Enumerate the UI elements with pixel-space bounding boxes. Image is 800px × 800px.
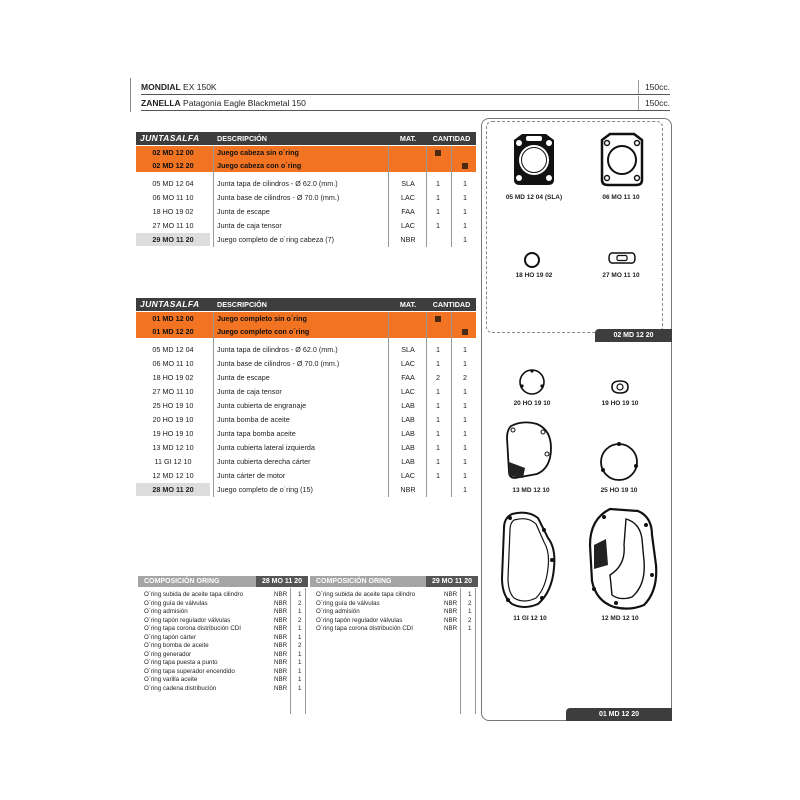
oring-material: NBR [274,616,288,624]
oring-qty: 1 [298,650,302,658]
part-description: Juego completo de o´ring cabeza (7) [217,235,335,244]
qty-without-oring: 1 [436,457,440,466]
qty-without-oring: 2 [436,373,440,382]
kit-description: Juego cabeza sin o´ring [217,148,299,157]
part-code: 11 GI 12 10 [154,457,192,466]
table-row [136,371,476,384]
part-code: 29 MO 11 20 [136,233,210,246]
qty-without-oring: 1 [436,401,440,410]
oring-name: O´ring tapa corona distribución CDI [316,625,413,632]
qty-with-oring: 1 [463,443,467,452]
table-row [136,219,476,232]
table-row [136,399,476,412]
oil-pump-gasket-icon [516,366,548,398]
qty-with-oring: 1 [463,179,467,188]
table-row [136,191,476,204]
oring-material: NBR [274,676,288,683]
part-code: 05 MD 12 04 [152,179,194,188]
left-side-cover-gasket-icon [503,418,555,484]
part-material: LAB [401,415,415,424]
qty-without-oring: 1 [436,387,440,396]
kit-code: 02 MD 12 00 [152,148,194,157]
part-code: 13 MD 12 10 [152,443,194,452]
kit-row [136,312,476,325]
oring-name: O´ring tapa corona distribución CDI [144,625,241,632]
part-material: SLA [401,345,415,354]
qty-with-oring: 1 [463,345,467,354]
part-description: Junta de escape [217,207,270,216]
part-code: 28 MO 11 20 [136,483,210,496]
oring-name: O´ring admisión [144,608,188,615]
material-column-header: MAT. [399,300,417,309]
crankcase-gasket-icon [586,505,662,613]
table-row [136,427,476,440]
column-divider [388,146,389,247]
header-rule [130,78,131,112]
gasket-label: 05 MD 12 04 (SLA) [505,194,563,201]
brand-column-header: JUNTASALFA [140,133,200,143]
kit-marker [456,325,474,338]
qty-without-oring: 1 [436,193,440,202]
oring-name: O´ring generador [144,650,192,658]
part-code: 27 MO 11 10 [152,387,194,396]
part-material: LAB [401,401,415,410]
composition-divider [290,588,291,714]
oring-material: NBR [274,642,288,649]
oring-qty: 2 [298,599,302,607]
oring-name: O´ring guía de válvulas [316,599,380,607]
kit-code: 02 MD 12 20 [152,161,194,170]
kit-code: 01 MD 12 00 [152,314,194,323]
brand-name: MONDIAL [141,82,181,92]
oring-material: NBR [444,591,458,598]
part-material: NBR [400,235,416,244]
part-material: LAB [401,443,415,452]
full-kit-code-tag: 01 MD 12 20 [566,708,672,721]
table-row [136,385,476,398]
oring-composition-28 [138,576,308,716]
column-divider [213,146,214,247]
oring-material: NBR [274,684,288,692]
column-divider [451,146,452,247]
kit-row [136,325,476,338]
cylinder-head-gasket-icon [508,130,560,188]
part-material: LAC [401,221,415,230]
oring-qty: 1 [298,684,302,692]
qty-with-oring: 1 [463,387,467,396]
qty-with-oring: 1 [463,207,467,216]
gasket-label: 11 GI 12 10 [513,615,547,622]
oring-material: NBR [274,659,288,666]
tensioner-gasket-icon [606,248,638,268]
table-row [136,357,476,370]
displacement: 150cc. [638,80,670,94]
part-description: Junta tapa de cilindros - Ø 62.0 (mm.) [217,179,338,188]
oring-composition-29 [310,576,478,716]
oring-name: O´ring varilla aceite [144,676,198,683]
oring-name: O´ring subida de aceite tapa cilindro [144,591,244,598]
kit-description: Juego completo con o´ring [217,327,310,336]
qty-without-oring [429,233,447,246]
kit-description: Juego completo sin o´ring [217,314,307,323]
column-divider [213,312,214,497]
qty-without-oring: 1 [436,359,440,368]
part-code: 06 MO 11 10 [152,193,194,202]
qty-without-oring [429,483,447,496]
oring-qty: 1 [298,659,302,666]
model-name: EX 150K [183,82,217,92]
kit-marker-square [462,329,468,335]
oring-name: O´ring tapón regulador válvulas [144,616,231,624]
qty-without-oring: 1 [436,443,440,452]
qty-with-oring: 2 [463,373,467,382]
oring-material: NBR [274,625,288,632]
qty-with-oring: 1 [463,359,467,368]
part-description: Junta cárter de motor [217,471,286,480]
kit-description: Juego cabeza con o´ring [217,161,302,170]
gasket-label: 20 HO 19 10 [513,400,551,407]
oring-name: O´ring tapa superador encendido [144,667,235,675]
qty-with-oring: 1 [463,415,467,424]
full-gasket-table [136,298,476,498]
gear-cover-gasket-icon [596,440,642,484]
part-material: LAC [401,359,415,368]
oring-name: O´ring tapón cárter [144,633,196,641]
table-header [136,298,476,311]
part-description: Junta cubierta lateral izquierda [217,443,315,452]
gasket-label: 19 HO 19 10 [601,400,639,407]
oring-material: NBR [444,608,458,615]
gasket-label: 12 MD 12 10 [601,615,639,622]
kit-marker [429,312,447,325]
quantity-column-header: CANTIDAD [432,300,471,309]
column-divider [451,312,452,497]
qty-with-oring: 1 [463,457,467,466]
composition-title: COMPOSICIÓN ORING [144,578,220,585]
part-code: 19 HO 19 10 [152,429,194,438]
composition-code: 29 MO 11 20 [426,576,478,587]
oring-name: O´ring admisión [316,608,360,615]
head-kit-code-tag: 02 MD 12 20 [595,329,672,342]
kit-row [136,159,476,172]
description-column-header: DESCRIPCIÓN [217,300,267,309]
kit-marker-square [462,163,468,169]
part-code: 18 HO 19 02 [152,207,194,216]
qty-with-oring: 1 [463,429,467,438]
qty-without-oring: 1 [436,345,440,354]
part-material: LAB [401,457,415,466]
oring-qty: 1 [298,667,302,675]
oil-pump-cover-gasket-icon [608,377,632,397]
kit-code: 01 MD 12 20 [152,327,194,336]
qty-without-oring: 1 [436,179,440,188]
gasket-label: 18 HO 19 02 [515,272,553,279]
oring-material: NBR [274,667,288,675]
table-row [136,343,476,356]
gasket-label: 13 MD 12 10 [512,487,550,494]
part-description: Junta base de cilindros - Ø 70.0 (mm.) [217,359,340,368]
column-divider [426,146,427,247]
oring-name: O´ring tapa puesta a punto [144,659,218,666]
oring-name: O´ring subida de aceite tapa cilindro [316,591,416,598]
oring-name: O´ring cadena distribución [144,684,217,692]
oring-qty: 1 [298,633,302,641]
model-name: Patagonia Eagle Blackmetal 150 [183,98,306,108]
oring-qty: 1 [468,608,472,615]
oring-qty: 1 [298,676,302,683]
part-description: Junta tapa de cilindros - Ø 62.0 (mm.) [217,345,338,354]
table-row [136,441,476,454]
brand-column-header: JUNTASALFA [140,299,200,309]
column-divider [388,312,389,497]
oring-qty: 2 [298,616,302,624]
table-row [136,233,476,246]
table-header [136,132,476,145]
qty-without-oring: 1 [436,415,440,424]
right-crankcase-cover-gasket-icon [498,508,560,612]
part-code: 27 MO 11 10 [152,221,194,230]
composition-divider [475,588,476,714]
qty-with-oring: 1 [463,221,467,230]
table-row [136,413,476,426]
oring-material: NBR [274,650,288,658]
column-divider [426,312,427,497]
composition-header [310,576,478,587]
part-material: LAC [401,471,415,480]
gasket-label: 25 HO 19 10 [600,487,638,494]
qty-with-oring: 1 [463,193,467,202]
composition-divider [460,588,461,714]
oring-qty: 1 [468,625,472,632]
cylinder-base-gasket-icon [596,130,648,188]
table-row [136,483,476,496]
head-gasket-table [136,132,476,262]
description-column-header: DESCRIPCIÓN [217,134,267,143]
composition-header [138,576,308,587]
gasket-label: 27 MO 11 10 [602,272,640,279]
part-description: Junta tapa bomba aceite [217,429,296,438]
part-code: 20 HO 19 10 [152,415,194,424]
oring-name: O´ring bomba de aceite [144,642,209,649]
oring-material: NBR [274,591,288,598]
qty-with-oring: 1 [463,235,467,244]
exhaust-gasket-icon [522,250,542,270]
kit-marker-square [435,150,441,156]
part-description: Junta cubierta derecha cárter [217,457,311,466]
table-row [136,177,476,190]
oring-material: NBR [274,608,288,615]
oring-qty: 2 [468,616,472,624]
oring-qty: 2 [468,599,472,607]
part-material: SLA [401,179,415,188]
table-row [136,205,476,218]
part-description: Junta de caja tensor [217,221,282,230]
kit-marker [429,146,447,159]
kit-row [136,146,476,159]
displacement: 150cc. [638,96,670,110]
part-description: Junta bomba de aceite [217,415,290,424]
qty-without-oring: 1 [436,221,440,230]
part-code: 25 HO 19 10 [152,401,194,410]
model-line-2 [141,96,670,111]
composition-code: 28 MO 11 20 [256,576,308,587]
part-code: 18 HO 19 02 [152,373,194,382]
part-code: 06 MO 11 10 [152,359,194,368]
table-row [136,469,476,482]
part-code: 05 MD 12 04 [152,345,194,354]
part-material: FAA [401,373,415,382]
qty-without-oring: 1 [436,429,440,438]
qty-without-oring: 1 [436,471,440,480]
oring-qty: 1 [468,591,472,598]
oring-qty: 1 [298,591,302,598]
part-description: Junta cubierta de engranaje [217,401,307,410]
qty-with-oring: 1 [463,401,467,410]
oring-name: O´ring guía de válvulas [144,599,208,607]
kit-marker-square [435,316,441,322]
gasket-label: 06 MO 11 10 [602,194,640,201]
oring-material: NBR [274,599,288,607]
oring-material: NBR [444,599,458,607]
model-line-1 [141,80,670,95]
part-description: Junta base de cilindros - Ø 70.0 (mm.) [217,193,340,202]
qty-without-oring: 1 [436,207,440,216]
composition-title: COMPOSICIÓN ORING [316,578,392,585]
qty-with-oring: 1 [463,471,467,480]
qty-with-oring: 1 [463,485,467,494]
part-material: LAC [401,193,415,202]
composition-divider [305,588,306,714]
part-material: FAA [401,207,415,216]
quantity-column-header: CANTIDAD [432,134,471,143]
part-code: 12 MD 12 10 [152,471,194,480]
oring-qty: 1 [298,625,302,632]
table-row [136,455,476,468]
kit-marker [456,159,474,172]
part-material: LAC [401,387,415,396]
material-column-header: MAT. [399,134,417,143]
part-material: LAB [401,429,415,438]
part-description: Junta de caja tensor [217,387,282,396]
oring-material: NBR [274,633,288,641]
oring-material: NBR [444,616,458,624]
oring-material: NBR [444,625,458,632]
oring-name: O´ring tapón regulador válvulas [316,616,403,624]
oring-qty: 1 [298,608,302,615]
brand-name: ZANELLA [141,98,181,108]
oring-qty: 2 [298,642,302,649]
part-material: NBR [400,485,416,494]
part-description: Junta de escape [217,373,270,382]
part-description: Juego completo de o´ring (15) [217,485,313,494]
